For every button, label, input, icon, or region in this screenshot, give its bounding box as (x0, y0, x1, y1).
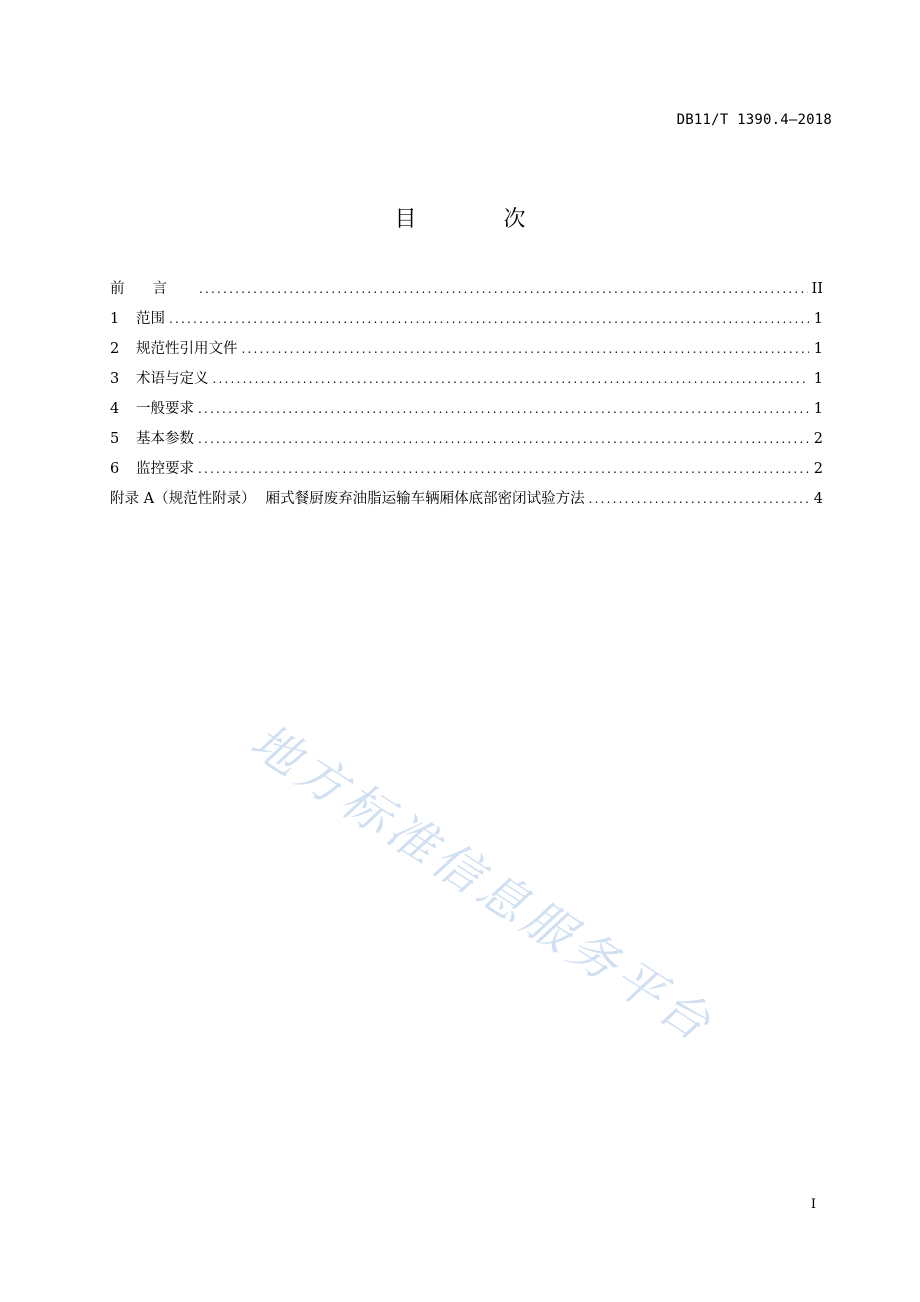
toc-entry-appendix-a[interactable] (110, 488, 823, 518)
table-of-contents (110, 278, 823, 518)
toc-leader (213, 368, 810, 390)
toc-entry-scope[interactable] (110, 308, 823, 338)
toc-entry-label: 厢式餐厨废弃油脂运输车辆厢体底部密闭试验方法 (265, 491, 585, 507)
toc-entry-page: 1 (813, 341, 823, 357)
toc-entry-label: 一般要求 (136, 401, 194, 417)
toc-entry-monitoring-requirements[interactable] (110, 458, 823, 488)
toc-entry-label: 监控要求 (136, 461, 194, 477)
toc-leader (198, 398, 809, 420)
toc-entry-number: 6 (110, 461, 120, 477)
toc-entry-page: 1 (813, 311, 823, 327)
toc-entry-label: 前言 (110, 281, 195, 297)
toc-leader (169, 308, 809, 330)
toc-leader (589, 488, 809, 510)
toc-entry-label: 规范性引用文件 (136, 341, 238, 357)
toc-entry-terms-definitions[interactable] (110, 368, 823, 398)
toc-title: 目 次 (394, 207, 566, 232)
toc-entry-general-requirements[interactable] (110, 398, 823, 428)
toc-entry-number: 2 (110, 341, 120, 357)
toc-entry-page: 1 (813, 371, 823, 387)
toc-appendix-prefix: 附录 A（规范性附录） (110, 491, 256, 507)
toc-entry-label: 术语与定义 (136, 371, 209, 387)
toc-entry-number: 1 (110, 311, 120, 327)
watermark: 地方标准信息服务平台 (240, 713, 725, 1055)
toc-entry-number: 3 (110, 371, 120, 387)
toc-entry-page: 2 (813, 461, 823, 477)
document-code: DB11/T 1390.4—2018 (676, 112, 832, 128)
toc-entry-page: 4 (813, 491, 823, 507)
toc-entry-normative-references[interactable] (110, 338, 823, 368)
toc-entry-basic-parameters[interactable] (110, 428, 823, 458)
page-number: I (810, 1197, 816, 1212)
toc-leader (242, 338, 810, 360)
toc-entry-page: 1 (813, 401, 823, 417)
toc-entry-page: 2 (813, 431, 823, 447)
toc-entry-foreword[interactable] (110, 278, 823, 308)
toc-entry-label: 基本参数 (136, 431, 194, 447)
toc-entry-page: II (811, 281, 823, 297)
toc-entry-number: 4 (110, 401, 120, 417)
toc-entry-number: 5 (110, 431, 120, 447)
toc-leader (199, 278, 808, 300)
toc-leader (198, 428, 809, 450)
toc-entry-label: 范围 (136, 311, 165, 327)
toc-leader (198, 458, 809, 480)
